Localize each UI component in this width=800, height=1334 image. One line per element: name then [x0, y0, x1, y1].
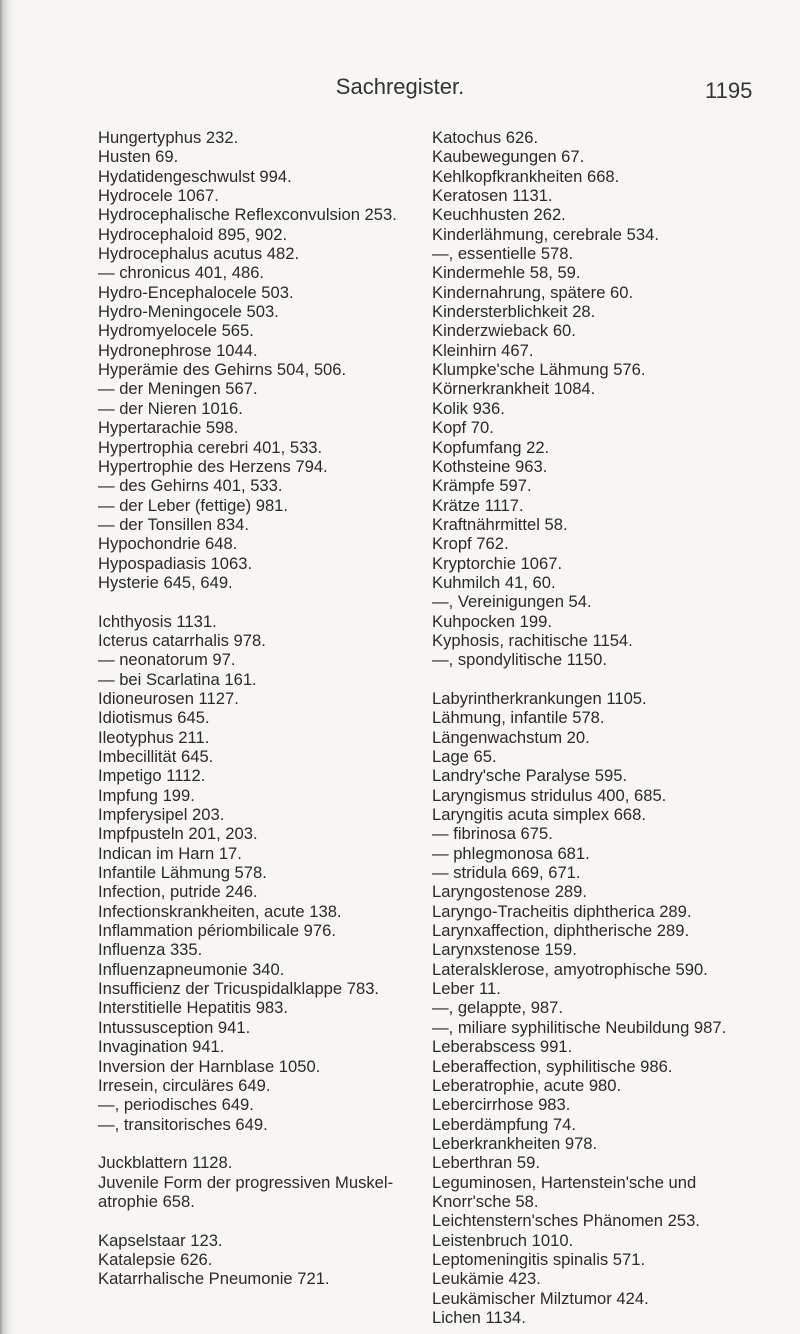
- index-entry: Lebercirrhose 983.: [432, 1095, 571, 1115]
- section-gap: [98, 1211, 428, 1230]
- binding-edge: [0, 0, 14, 1334]
- index-entry: Lateralsklerose, amyotrophische 590.: [432, 959, 708, 979]
- index-entry: Interstitielle Hepatitis 983.: [98, 998, 289, 1018]
- index-entry: — des Gehirns 401, 533.: [98, 476, 283, 496]
- index-entry: Hypochondrie 648.: [98, 534, 238, 554]
- section-gap: [432, 670, 782, 689]
- index-entry: —, periodisches 649.: [98, 1095, 254, 1115]
- index-entry: Lichen 1134.: [432, 1307, 526, 1327]
- index-entry: Katalepsie 626.: [98, 1249, 213, 1269]
- index-entry: Katarrhalische Pneumonie 721.: [98, 1269, 330, 1289]
- index-entry: Invagination 941.: [98, 1037, 225, 1057]
- index-entry: —, spondylitische 1150.: [432, 650, 607, 670]
- index-entry: Katochus 626.: [432, 128, 539, 147]
- index-entry: Inflammation périombilicale 976.: [98, 921, 336, 941]
- index-entry: Leberatrophie, acute 980.: [432, 1075, 622, 1095]
- index-entry: Klumpke'sche Lähmung 576.: [432, 360, 646, 380]
- index-entry: —, essentielle 578.: [432, 244, 574, 264]
- index-entry: Hydatidengeschwulst 994.: [98, 166, 292, 186]
- index-entry: Knorr'sche 58.: [432, 1191, 539, 1211]
- index-entry: Laryngismus stridulus 400, 685.: [432, 785, 667, 805]
- index-entry: Hypospadiasis 1063.: [98, 553, 253, 573]
- index-entry: Kuhmilch 41, 60.: [432, 572, 556, 592]
- index-entry: Hyperämie des Gehirns 504, 506.: [98, 360, 347, 380]
- index-entry: Kothsteine 963.: [432, 456, 548, 476]
- index-entry: Kinderzwieback 60.: [432, 321, 576, 341]
- index-entry: — der Tonsillen 834.: [98, 514, 249, 534]
- index-entry: Laryngostenose 289.: [432, 882, 587, 902]
- index-entry: Intussusception 941.: [98, 1017, 251, 1037]
- index-entry: Leberthran 59.: [432, 1153, 540, 1173]
- index-entry: Impfung 199.: [98, 785, 195, 805]
- index-entry: Larynxaffection, diphtherische 289.: [432, 921, 690, 941]
- index-entry: Laryngitis acuta simplex 668.: [432, 805, 646, 825]
- index-entry: Krämpfe 597.: [432, 476, 532, 496]
- index-entry: Kapselstaar 123.: [98, 1230, 223, 1250]
- index-entry: —, miliare syphilitische Neubildung 987.: [432, 1017, 727, 1037]
- index-entry: Leichtenstern'sches Phänomen 253.: [432, 1211, 700, 1231]
- index-entry: Leistenbruch 1010.: [432, 1230, 574, 1250]
- index-entry: Husten 69.: [98, 147, 179, 167]
- index-entry: Indican im Harn 17.: [98, 843, 242, 863]
- index-entry: Idiotismus 645.: [98, 708, 210, 728]
- index-entry: Kuhpocken 199.: [432, 611, 552, 631]
- index-entry: Hydro-Meningocele 503.: [98, 302, 279, 322]
- index-entry: Leberkrankheiten 978.: [432, 1133, 598, 1153]
- index-entry: Kaubewegungen 67.: [432, 147, 585, 167]
- index-entry: — fibrinosa 675.: [432, 824, 553, 844]
- index-entry: Juckblattern 1128.: [98, 1153, 233, 1173]
- index-entry: Lage 65.: [432, 747, 497, 766]
- index-entry: Kraftnährmittel 58.: [432, 514, 568, 534]
- index-entry: Hypertrophia cerebri 401, 533.: [98, 437, 323, 457]
- index-entry: Idioneurosen 1127.: [98, 688, 239, 708]
- index-entry: Leukämischer Milztumor 424.: [432, 1288, 649, 1308]
- index-entry: Hungertyphus 232.: [98, 128, 239, 147]
- index-entry: Kopf 70.: [432, 418, 494, 438]
- index-entry: Insufficienz der Tricuspidalklappe 783.: [98, 979, 380, 999]
- index-entry: Keratosen 1131.: [432, 186, 553, 206]
- index-entry: — phlegmonosa 681.: [432, 843, 590, 863]
- page-number: 1195: [705, 78, 753, 103]
- index-entry: Irresein, circuläres 649.: [98, 1075, 271, 1095]
- section-gap: [98, 1134, 428, 1153]
- index-entry: —, transitorisches 649.: [98, 1114, 268, 1134]
- index-entry: Infectionskrankheiten, acute 138.: [98, 901, 342, 921]
- index-entry: Larynxstenose 159.: [432, 940, 577, 960]
- index-entry: Impetigo 1112.: [98, 766, 206, 786]
- index-entry: Influenza 335.: [98, 940, 203, 960]
- index-entry: Leberdämpfung 74.: [432, 1114, 576, 1134]
- index-entry: Ileotyphus 211.: [98, 727, 210, 747]
- index-column-left: [98, 128, 428, 1289]
- index-entry: Juvenile Form der progressiven Muskel-: [98, 1172, 394, 1192]
- index-entry: Hydrocele 1067.: [98, 186, 219, 206]
- index-entry: —, Vereinigungen 54.: [432, 592, 592, 612]
- index-entry: —, gelappte, 987.: [432, 998, 563, 1018]
- index-entry: Hypertrophie des Herzens 794.: [98, 456, 328, 476]
- index-entry: Krätze 1117.: [432, 495, 524, 515]
- index-entry: — neonatorum 97.: [98, 650, 236, 670]
- index-entry: Hydrocephalus acutus 482.: [98, 244, 300, 264]
- index-entry: Kryptorchie 1067.: [432, 553, 563, 573]
- index-entry: Inversion der Harnblase 1050.: [98, 1056, 321, 1076]
- index-entry: atrophie 658.: [98, 1191, 195, 1211]
- index-entry: Hypertarachie 598.: [98, 418, 239, 438]
- page-header-title: Sachregister.: [335, 74, 465, 99]
- index-entry: Hysterie 645, 649.: [98, 572, 233, 592]
- index-entry: Kehlkopfkrankheiten 668.: [432, 166, 620, 186]
- index-entry: Hydromyelocele 565.: [98, 321, 254, 341]
- index-entry: Imbecillität 645.: [98, 747, 214, 766]
- index-entry: Laryngo-Tracheitis diphtherica 289.: [432, 901, 692, 921]
- index-entry: — der Meningen 567.: [98, 379, 258, 399]
- index-entry: Icterus catarrhalis 978.: [98, 630, 266, 650]
- index-entry: Leukämie 423.: [432, 1269, 541, 1289]
- section-gap: [98, 592, 428, 611]
- index-entry: Leber 11.: [432, 979, 501, 999]
- index-entry: Lähmung, infantile 578.: [432, 708, 605, 728]
- index-entry: Leptomeningitis spinalis 571.: [432, 1249, 646, 1269]
- index-entry: Hydro-Encephalocele 503.: [98, 282, 294, 302]
- index-entry: Kolik 936.: [432, 398, 505, 418]
- index-entry: — der Nieren 1016.: [98, 398, 243, 418]
- index-entry: Infection, putride 246.: [98, 882, 258, 902]
- index-entry: Kropf 762.: [432, 534, 509, 554]
- index-entry: Kindersterblichkeit 28.: [432, 302, 596, 322]
- index-entry: — bei Scarlatina 161.: [98, 669, 257, 689]
- index-entry: Körnerkrankheit 1084.: [432, 379, 596, 399]
- index-entry: Keuchhusten 262.: [432, 205, 566, 225]
- index-entry: Impfpusteln 201, 203.: [98, 824, 258, 844]
- index-entry: — chronicus 401, 486.: [98, 263, 265, 283]
- index-entry: Landry'sche Paralyse 595.: [432, 766, 628, 786]
- index-entry: Kinderlähmung, cerebrale 534.: [432, 224, 659, 244]
- index-entry: Hydrocephaloid 895, 902.: [98, 224, 288, 244]
- index-entry: Kindernahrung, spätere 60.: [432, 282, 634, 302]
- index-entry: Influenzapneumonie 340.: [98, 959, 285, 979]
- index-entry: Kindermehle 58, 59.: [432, 263, 581, 283]
- index-entry: Impferysipel 203.: [98, 805, 225, 825]
- index-entry: Leberaffection, syphilitische 986.: [432, 1056, 673, 1076]
- index-entry: Hydronephrose 1044.: [98, 340, 258, 360]
- index-entry: Hydrocephalische Reflexconvulsion 253.: [98, 205, 397, 225]
- index-entry: Kyphosis, rachitische 1154.: [432, 630, 633, 650]
- index-entry: Kleinhirn 467.: [432, 340, 534, 360]
- index-entry: — stridula 669, 671.: [432, 863, 581, 883]
- index-entry: — der Leber (fettige) 981.: [98, 495, 289, 515]
- index-entry: Ichthyosis 1131.: [98, 611, 217, 631]
- index-entry: Leberabscess 991.: [432, 1037, 573, 1057]
- index-entry: Leguminosen, Hartenstein'sche und: [432, 1172, 697, 1192]
- index-entry: Infantile Lähmung 578.: [98, 863, 267, 883]
- index-column-right: [432, 128, 782, 1327]
- index-entry: Kopfumfang 22.: [432, 437, 550, 457]
- index-entry: Längenwachstum 20.: [432, 727, 590, 747]
- index-entry: Labyrintherkrankungen 1105.: [432, 688, 647, 708]
